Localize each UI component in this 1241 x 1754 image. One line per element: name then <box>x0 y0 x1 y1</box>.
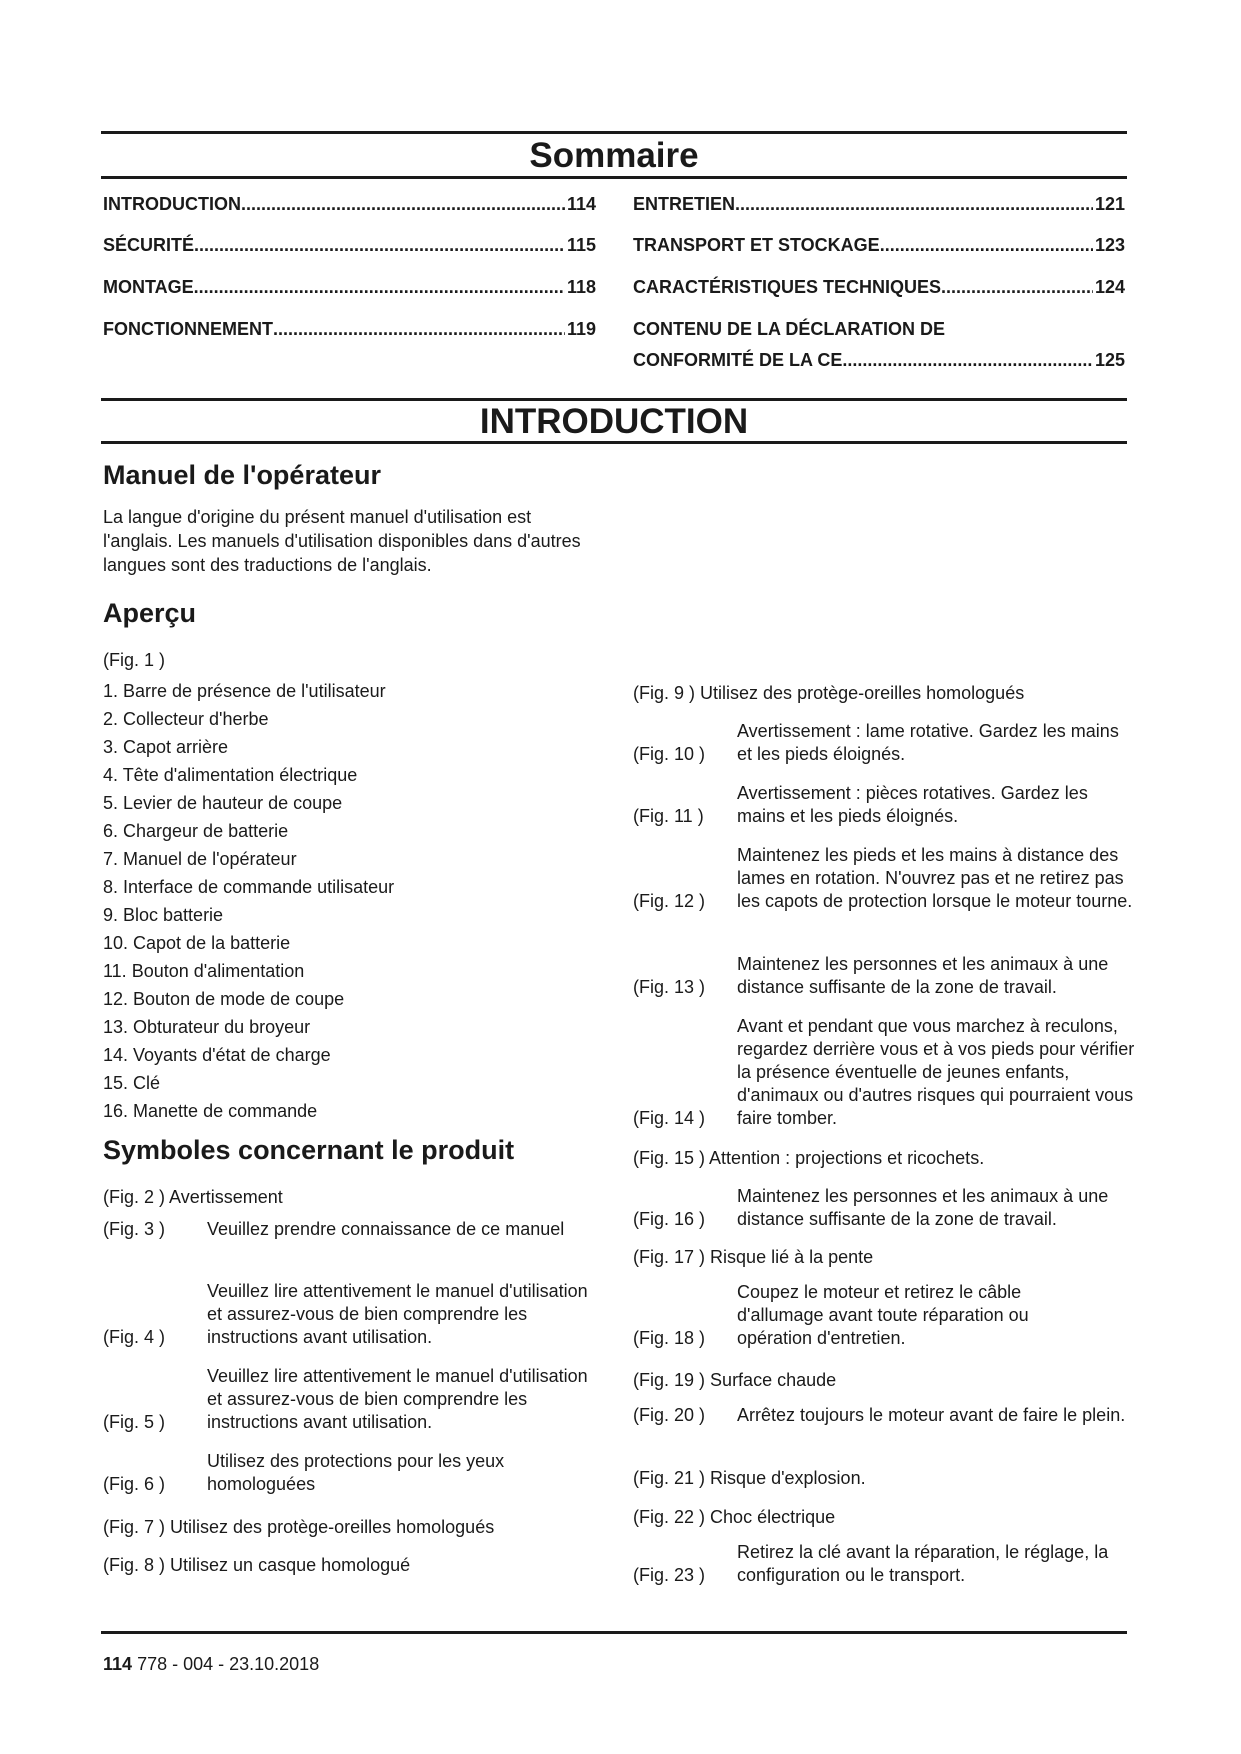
symbol-fig-15 <box>633 1146 984 1170</box>
symbol-ref: (Fig. 20 ) <box>633 1405 706 1425</box>
toc-page: 119 <box>566 319 596 339</box>
intro-top-rule <box>101 398 1127 401</box>
list-item: 13. Obturateur du broyeur <box>103 1017 311 1037</box>
toc-label: TRANSPORT ET STOCKAGE <box>633 235 880 255</box>
symbol-fig-2 <box>103 1185 283 1209</box>
toc-label: CARACTÉRISTIQUES TECHNIQUES <box>633 277 942 297</box>
symbol-ref: (Fig. 11 ) <box>633 806 704 826</box>
symbol-text: Utilisez des protège-oreilles homologués <box>170 1517 495 1537</box>
toc-entry-entretien[interactable] <box>633 189 1125 220</box>
symbol-ref: (Fig. 8 ) <box>103 1555 166 1575</box>
symbol-ref: (Fig. 6 ) <box>103 1474 166 1494</box>
toc-page: 121 <box>1094 194 1125 214</box>
list-item: 2. Collecteur d'herbe <box>103 709 269 729</box>
list-item: 9. Bloc batterie <box>103 905 224 925</box>
list-item: 1. Barre de présence de l'utilisateur <box>103 681 386 701</box>
symbol-text: Choc électrique <box>710 1507 836 1527</box>
symbol-text: Avertissement <box>169 1187 283 1207</box>
symbol-text: Risque d'explosion. <box>710 1468 866 1488</box>
toc-page: 115 <box>566 235 596 255</box>
symbol-text: Maintenez les pieds et les mains à distance des lames en rotation. N'ouvrez pas et ne retirez pas les capots de protection lorsque le moteur tourne. <box>737 845 1133 911</box>
list-item: 4. Tête d'alimentation électrique <box>103 765 358 785</box>
toc-entry-securite[interactable] <box>103 230 596 261</box>
list-item: 10. Capot de la batterie <box>103 933 291 953</box>
manual-heading: Manuel de l'opérateur <box>103 460 381 490</box>
introduction-title: INTRODUCTION <box>479 402 749 441</box>
symbol-fig-9 <box>633 681 1024 705</box>
symbol-fig-7 <box>103 1515 494 1539</box>
symbol-fig-12 <box>633 844 1138 913</box>
symbol-text: Utilisez des protège-oreilles homologués <box>700 683 1025 703</box>
symbol-ref: (Fig. 12 ) <box>633 891 706 911</box>
toc-label: INTRODUCTION <box>103 194 241 214</box>
symbol-fig-18 <box>633 1281 1103 1350</box>
symbol-text: Arrêtez toujours le moteur avant de faire le plein. <box>737 1405 1126 1425</box>
list-item: 14. Voyants d'état de charge <box>103 1045 331 1065</box>
symbol-fig-10 <box>633 720 1138 766</box>
toc-leader <box>735 189 1093 220</box>
symbol-text: Surface chaude <box>710 1370 837 1390</box>
apercu-fig-ref: (Fig. 1 ) <box>103 650 166 670</box>
symbol-fig-5 <box>103 1365 603 1434</box>
list-item: 12. Bouton de mode de coupe <box>103 989 345 1009</box>
symbol-text: Attention : projections et ricochets. <box>709 1148 985 1168</box>
manual-text: La langue d'origine du présent manuel d'utilisation est l'anglais. Les manuels d'utilisation disponibles dans d'autres langues sont des traductions de l'anglais. <box>103 507 581 575</box>
toc-entry-fonctionnement[interactable] <box>103 314 596 345</box>
toc-entry-montage[interactable] <box>103 272 596 303</box>
toc-entry-introduction[interactable] <box>103 189 596 220</box>
symbol-text: Coupez le moteur et retirez le câble d'allumage avant toute réparation ou opération d'entretien. <box>737 1282 1029 1348</box>
intro-rule <box>101 441 1127 444</box>
symbol-fig-16 <box>633 1185 1138 1231</box>
symbol-ref: (Fig. 3 ) <box>103 1219 166 1239</box>
symbol-ref: (Fig. 7 ) <box>103 1517 166 1537</box>
symbol-ref: (Fig. 14 ) <box>633 1108 706 1128</box>
symbol-ref: (Fig. 13 ) <box>633 977 706 997</box>
toc-leader <box>194 230 565 261</box>
symbol-text: Utilisez un casque homologué <box>170 1555 411 1575</box>
toc-entry-declaration-line1[interactable]: CONTENU DE LA DÉCLARATION DE <box>633 319 945 339</box>
symbol-ref: (Fig. 10 ) <box>633 744 706 764</box>
footer-rule <box>101 1631 1127 1634</box>
symbol-ref: (Fig. 4 ) <box>103 1327 166 1347</box>
symbol-ref: (Fig. 23 ) <box>633 1565 706 1585</box>
symbol-ref: (Fig. 16 ) <box>633 1209 706 1229</box>
list-item: 5. Levier de hauteur de coupe <box>103 793 343 813</box>
symbol-fig-8 <box>103 1553 410 1577</box>
toc-leader <box>880 230 1093 261</box>
symbol-ref: (Fig. 22 ) <box>633 1507 706 1527</box>
list-item: 7. Manuel de l'opérateur <box>103 849 297 869</box>
sommaire-title: Sommaire <box>529 136 699 175</box>
toc-label: FONCTIONNEMENT <box>103 319 273 339</box>
toc-leader <box>842 345 1093 376</box>
list-item: 3. Capot arrière <box>103 737 229 757</box>
list-item: 16. Manette de commande <box>103 1101 318 1121</box>
list-item: 6. Chargeur de batterie <box>103 821 289 841</box>
list-item: 8. Interface de commande utilisateur <box>103 877 395 897</box>
symbol-ref: (Fig. 15 ) <box>633 1148 706 1168</box>
symbol-text: Retirez la clé avant la réparation, le réglage, la configuration ou le transport. <box>737 1542 1109 1585</box>
symbol-text: Avertissement : lame rotative. Gardez les mains et les pieds éloignés. <box>737 721 1119 764</box>
symbol-ref: (Fig. 9 ) <box>633 683 696 703</box>
symbol-fig-23 <box>633 1541 1138 1587</box>
symbol-ref: (Fig. 21 ) <box>633 1468 706 1488</box>
toc-page: 118 <box>566 277 596 297</box>
symbol-ref: (Fig. 18 ) <box>633 1328 706 1348</box>
apercu-heading: Aperçu <box>103 598 197 628</box>
symbol-fig-22 <box>633 1505 835 1529</box>
toc-page: 124 <box>1094 277 1125 297</box>
toc-leader <box>241 189 565 220</box>
toc-leader <box>194 272 565 303</box>
symbol-text: Avant et pendant que vous marchez à reculons, regardez derrière vous et à vos pieds pour vérifier la présence éventuelle de jeunes enfants, d'animaux ou d'autres risques qui pourraient vous faire tomber. <box>737 1016 1135 1128</box>
symbol-fig-11 <box>633 782 1138 828</box>
symbol-fig-19 <box>633 1368 836 1392</box>
toc-label: SÉCURITÉ <box>103 235 195 255</box>
toc-leader <box>273 314 565 345</box>
top-rule <box>101 131 1127 134</box>
toc-label: CONFORMITÉ DE LA CE <box>633 350 843 370</box>
symbol-fig-3 <box>103 1218 593 1241</box>
symbol-ref: (Fig. 5 ) <box>103 1412 166 1432</box>
symbol-fig-4 <box>103 1280 603 1349</box>
symbol-text: Maintenez les personnes et les animaux à une distance suffisante de la zone de travail. <box>737 1186 1109 1229</box>
toc-page: 125 <box>1094 350 1125 370</box>
toc-entry-transport[interactable] <box>633 230 1125 261</box>
symbol-ref: (Fig. 2 ) <box>103 1187 166 1207</box>
symbol-fig-17 <box>633 1245 873 1269</box>
footer-doc-id: 778 - 004 - 23.10.2018 <box>137 1654 320 1674</box>
toc-label: ENTRETIEN <box>633 194 736 214</box>
symbol-fig-6 <box>103 1450 543 1496</box>
list-item: 15. Clé <box>103 1073 161 1093</box>
symbol-text: Veuillez lire attentivement le manuel d'utilisation et assurez-vous de bien comprendre les instructions avant utilisation. <box>207 1281 588 1347</box>
toc-label: MONTAGE <box>103 277 194 297</box>
symbol-text: Maintenez les personnes et les animaux à une distance suffisante de la zone de travail. <box>737 954 1109 997</box>
symbol-text: Veuillez lire attentivement le manuel d'utilisation et assurez-vous de bien comprendre les instructions avant utilisation. <box>207 1366 588 1432</box>
symbol-text: Veuillez prendre connaissance de ce manuel <box>207 1219 565 1239</box>
symbol-fig-20 <box>633 1404 1138 1427</box>
list-item: 11. Bouton d'alimentation <box>103 961 305 981</box>
symbol-text: Utilisez des protections pour les yeux homologuées <box>207 1451 505 1494</box>
page-footer <box>103 1652 319 1676</box>
parts-list <box>103 677 394 1125</box>
toc-page: 114 <box>566 194 596 214</box>
footer-page-number: 114 <box>103 1654 133 1674</box>
toc-page: 123 <box>1094 235 1125 255</box>
symbol-text: Risque lié à la pente <box>710 1247 874 1267</box>
symbol-text: Avertissement : pièces rotatives. Gardez les mains et les pieds éloignés. <box>737 783 1088 826</box>
symbol-fig-14 <box>633 1015 1138 1130</box>
symbol-fig-13 <box>633 953 1138 999</box>
symbol-ref: (Fig. 17 ) <box>633 1247 706 1267</box>
toc-entry-declaration[interactable] <box>633 345 1125 376</box>
toc-entry-caracteristiques[interactable] <box>633 272 1125 303</box>
symbols-heading: Symboles concernant le produit <box>103 1135 515 1165</box>
symbol-fig-21 <box>633 1466 866 1490</box>
sommaire-rule <box>101 176 1127 179</box>
symbol-ref: (Fig. 19 ) <box>633 1370 706 1390</box>
toc-leader <box>941 272 1093 303</box>
